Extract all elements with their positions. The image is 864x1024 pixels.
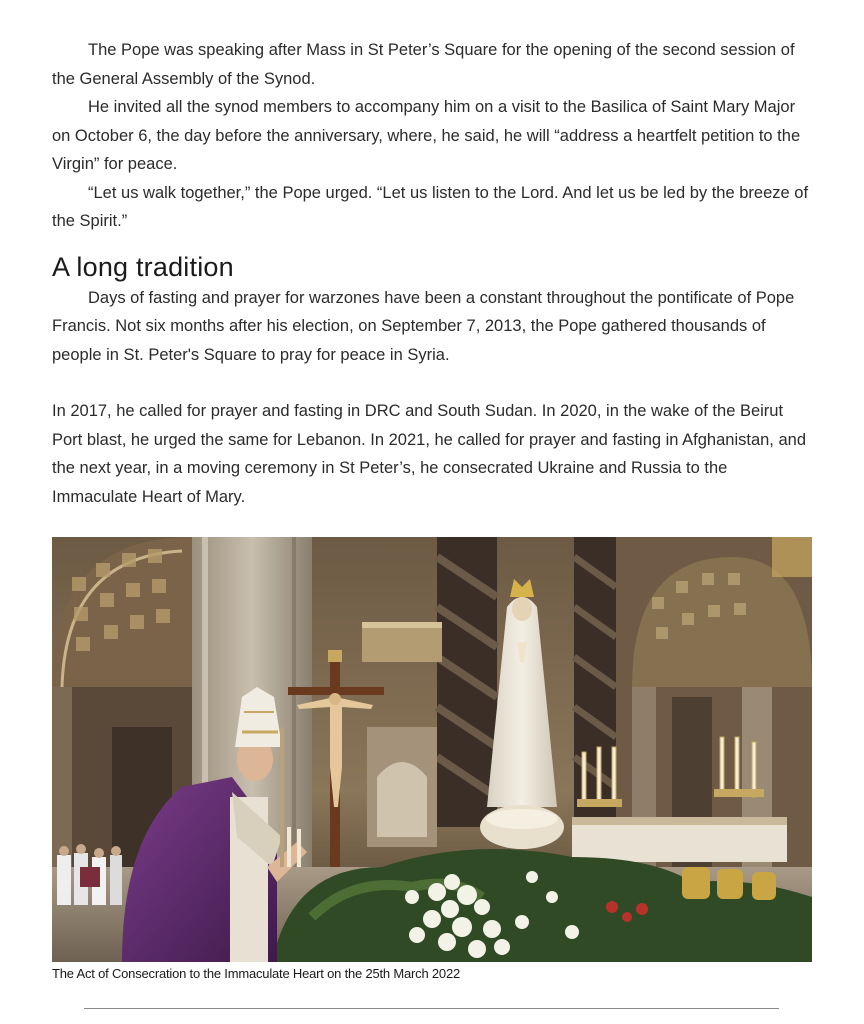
consecration-photo [52,537,812,962]
paragraph-spacer [52,369,814,397]
footer-divider [84,1008,779,1009]
section-paragraph-1: Days of fasting and prayer for warzones have been a constant throughout the pontificate of Pope Francis. Not six months after his election, on September 7, 2013, the Pope gathered thousands of people in St. Peter's Square to pray for peace in Syria. [52,288,795,364]
article-body [52,36,814,511]
basilica-illustration [52,537,812,962]
altar [572,817,787,862]
photo-caption: The Act of Consecration to the Immaculate Heart on the 25th March 2022 [52,966,461,981]
intro-paragraph-3: “Let us walk together,” the Pope urged. “Let us listen to the Lord. And let us be led by the breeze of the Spirit.” [52,183,809,230]
twisted-column-right [574,537,616,827]
section-paragraph-2: In 2017, he called for prayer and fasting in DRC and South Sudan. In 2020, in the wake of the Beirut Port blast, he urged the same for Lebanon. In 2021, he called for prayer and fasting in Afghanistan, and the next year, in a moving ceremony in St Peter’s, he consecrated Ukraine and Russia to the Immaculate Heart of Mary. [52,402,807,506]
intro-paragraph-1: The Pope was speaking after Mass in St Peter’s Square for the opening of the second session of the General Assembly of the Synod. [52,41,795,88]
section-heading: A long tradition [52,251,234,282]
intro-paragraph-2: He invited all the synod members to accompany him on a visit to the Basilica of Saint Mary Major on October 6, the day before the anniversary, where, he said, he will “address a heartfelt petition to the Virgin” for peace. [52,98,801,173]
twisted-column-left [437,537,497,827]
